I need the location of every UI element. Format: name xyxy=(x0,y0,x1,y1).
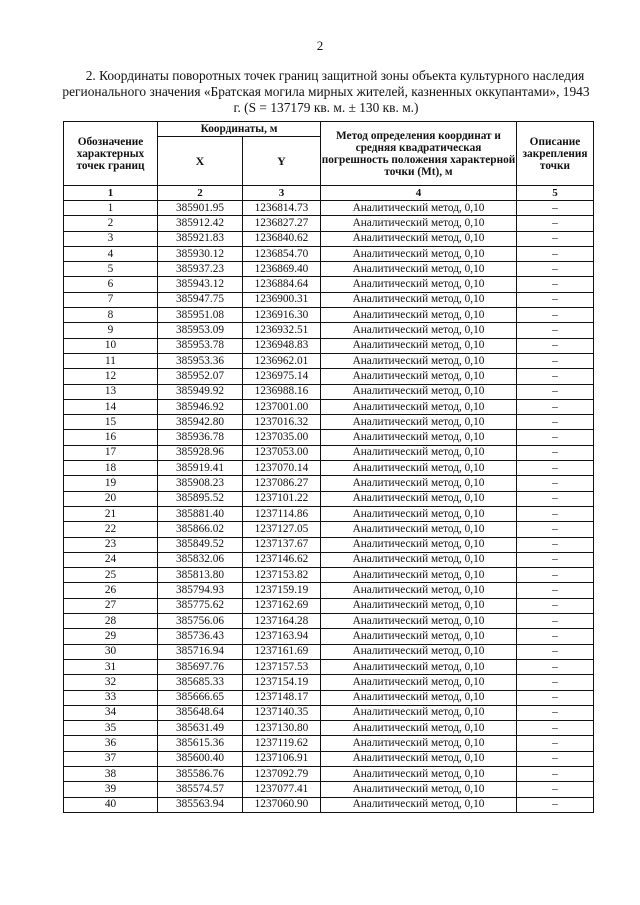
description-cell: – xyxy=(517,216,594,231)
x-coordinate-cell: 385901.95 xyxy=(158,201,243,216)
y-coordinate-cell: 1237035.00 xyxy=(243,430,321,445)
description-cell: – xyxy=(517,522,594,537)
table-row xyxy=(64,231,594,246)
column-number: 5 xyxy=(517,186,594,201)
method-cell: Аналитический метод, 0,10 xyxy=(321,277,517,292)
table-row xyxy=(64,751,594,766)
coordinates-table-container xyxy=(63,121,593,813)
point-id-cell: 21 xyxy=(64,506,158,521)
description-cell: – xyxy=(517,246,594,261)
table-header-row xyxy=(64,122,594,137)
table-row xyxy=(64,338,594,353)
table-row xyxy=(64,598,594,613)
table-row xyxy=(64,491,594,506)
method-cell: Аналитический метод, 0,10 xyxy=(321,583,517,598)
method-cell: Аналитический метод, 0,10 xyxy=(321,399,517,414)
table-row xyxy=(64,506,594,521)
description-cell: – xyxy=(517,721,594,736)
description-cell: – xyxy=(517,430,594,445)
point-id-cell: 31 xyxy=(64,659,158,674)
section-heading: 2. Координаты поворотных точек границ защитной зоны объекта культурного наследия регионального значения «Братская могила мирных жителей, казненных оккупантами», 1943 г. (S = 137179 кв. м. ± 130 кв. м.) xyxy=(62,68,590,115)
table-row xyxy=(64,369,594,384)
x-coordinate-cell: 385921.83 xyxy=(158,231,243,246)
description-cell: – xyxy=(517,537,594,552)
table-row xyxy=(64,644,594,659)
y-coordinate-cell: 1237086.27 xyxy=(243,476,321,491)
x-coordinate-cell: 385586.76 xyxy=(158,766,243,781)
y-coordinate-cell: 1236988.16 xyxy=(243,384,321,399)
point-id-cell: 6 xyxy=(64,277,158,292)
x-coordinate-cell: 385953.36 xyxy=(158,353,243,368)
column-number: 2 xyxy=(158,186,243,201)
x-coordinate-cell: 385849.52 xyxy=(158,537,243,552)
point-id-cell: 10 xyxy=(64,338,158,353)
description-cell: – xyxy=(517,476,594,491)
x-coordinate-cell: 385943.12 xyxy=(158,277,243,292)
method-cell: Аналитический метод, 0,10 xyxy=(321,705,517,720)
method-cell: Аналитический метод, 0,10 xyxy=(321,384,517,399)
x-coordinate-cell: 385866.02 xyxy=(158,522,243,537)
header-point: Обозначение характерных точек границ xyxy=(64,122,158,186)
method-cell: Аналитический метод, 0,10 xyxy=(321,659,517,674)
description-cell: – xyxy=(517,552,594,567)
point-id-cell: 30 xyxy=(64,644,158,659)
description-cell: – xyxy=(517,415,594,430)
y-coordinate-cell: 1237153.82 xyxy=(243,568,321,583)
method-cell: Аналитический метод, 0,10 xyxy=(321,216,517,231)
description-cell: – xyxy=(517,201,594,216)
x-coordinate-cell: 385697.76 xyxy=(158,659,243,674)
description-cell: – xyxy=(517,369,594,384)
description-cell: – xyxy=(517,491,594,506)
y-coordinate-cell: 1236900.31 xyxy=(243,292,321,307)
y-coordinate-cell: 1237053.00 xyxy=(243,445,321,460)
point-id-cell: 11 xyxy=(64,353,158,368)
table-row xyxy=(64,705,594,720)
method-cell: Аналитический метод, 0,10 xyxy=(321,797,517,812)
table-row xyxy=(64,736,594,751)
description-cell: – xyxy=(517,598,594,613)
point-id-cell: 39 xyxy=(64,782,158,797)
y-coordinate-cell: 1237161.69 xyxy=(243,644,321,659)
table-row xyxy=(64,308,594,323)
description-cell: – xyxy=(517,766,594,781)
point-id-cell: 4 xyxy=(64,246,158,261)
point-id-cell: 40 xyxy=(64,797,158,812)
y-coordinate-cell: 1237119.62 xyxy=(243,736,321,751)
x-coordinate-cell: 385648.64 xyxy=(158,705,243,720)
point-id-cell: 36 xyxy=(64,736,158,751)
y-coordinate-cell: 1237148.17 xyxy=(243,690,321,705)
table-row xyxy=(64,568,594,583)
table-row xyxy=(64,461,594,476)
y-coordinate-cell: 1236916.30 xyxy=(243,308,321,323)
description-cell: – xyxy=(517,614,594,629)
x-coordinate-cell: 385952.07 xyxy=(158,369,243,384)
point-id-cell: 17 xyxy=(64,445,158,460)
method-cell: Аналитический метод, 0,10 xyxy=(321,445,517,460)
y-coordinate-cell: 1236827.27 xyxy=(243,216,321,231)
column-number-row xyxy=(64,186,594,201)
point-id-cell: 1 xyxy=(64,201,158,216)
description-cell: – xyxy=(517,751,594,766)
point-id-cell: 23 xyxy=(64,537,158,552)
table-row xyxy=(64,537,594,552)
point-id-cell: 38 xyxy=(64,766,158,781)
table-row xyxy=(64,690,594,705)
x-coordinate-cell: 385685.33 xyxy=(158,675,243,690)
y-coordinate-cell: 1236932.51 xyxy=(243,323,321,338)
table-row xyxy=(64,583,594,598)
y-coordinate-cell: 1237001.00 xyxy=(243,399,321,414)
description-cell: – xyxy=(517,262,594,277)
coordinates-table xyxy=(63,121,594,813)
point-id-cell: 27 xyxy=(64,598,158,613)
x-coordinate-cell: 385937.23 xyxy=(158,262,243,277)
x-coordinate-cell: 385881.40 xyxy=(158,506,243,521)
x-coordinate-cell: 385919.41 xyxy=(158,461,243,476)
table-row xyxy=(64,782,594,797)
y-coordinate-cell: 1237106.91 xyxy=(243,751,321,766)
method-cell: Аналитический метод, 0,10 xyxy=(321,614,517,629)
y-coordinate-cell: 1237163.94 xyxy=(243,629,321,644)
table-row xyxy=(64,277,594,292)
y-coordinate-cell: 1237164.28 xyxy=(243,614,321,629)
description-cell: – xyxy=(517,568,594,583)
point-id-cell: 15 xyxy=(64,415,158,430)
point-id-cell: 19 xyxy=(64,476,158,491)
point-id-cell: 22 xyxy=(64,522,158,537)
table-row xyxy=(64,675,594,690)
description-cell: – xyxy=(517,583,594,598)
column-number: 1 xyxy=(64,186,158,201)
point-id-cell: 14 xyxy=(64,399,158,414)
point-id-cell: 28 xyxy=(64,614,158,629)
x-coordinate-cell: 385600.40 xyxy=(158,751,243,766)
x-coordinate-cell: 385942.80 xyxy=(158,415,243,430)
table-row xyxy=(64,522,594,537)
method-cell: Аналитический метод, 0,10 xyxy=(321,308,517,323)
x-coordinate-cell: 385615.36 xyxy=(158,736,243,751)
y-coordinate-cell: 1237130.80 xyxy=(243,721,321,736)
method-cell: Аналитический метод, 0,10 xyxy=(321,201,517,216)
point-id-cell: 2 xyxy=(64,216,158,231)
method-cell: Аналитический метод, 0,10 xyxy=(321,262,517,277)
method-cell: Аналитический метод, 0,10 xyxy=(321,766,517,781)
description-cell: – xyxy=(517,308,594,323)
x-coordinate-cell: 385949.92 xyxy=(158,384,243,399)
description-cell: – xyxy=(517,323,594,338)
x-coordinate-cell: 385912.42 xyxy=(158,216,243,231)
method-cell: Аналитический метод, 0,10 xyxy=(321,476,517,491)
x-coordinate-cell: 385563.94 xyxy=(158,797,243,812)
y-coordinate-cell: 1237137.67 xyxy=(243,537,321,552)
y-coordinate-cell: 1236854.70 xyxy=(243,246,321,261)
description-cell: – xyxy=(517,338,594,353)
method-cell: Аналитический метод, 0,10 xyxy=(321,721,517,736)
y-coordinate-cell: 1237092.79 xyxy=(243,766,321,781)
description-cell: – xyxy=(517,644,594,659)
y-coordinate-cell: 1237140.35 xyxy=(243,705,321,720)
y-coordinate-cell: 1236869.40 xyxy=(243,262,321,277)
description-cell: – xyxy=(517,782,594,797)
table-row xyxy=(64,415,594,430)
point-id-cell: 7 xyxy=(64,292,158,307)
y-coordinate-cell: 1236948.83 xyxy=(243,338,321,353)
x-coordinate-cell: 385953.09 xyxy=(158,323,243,338)
x-coordinate-cell: 385908.23 xyxy=(158,476,243,491)
x-coordinate-cell: 385756.06 xyxy=(158,614,243,629)
x-coordinate-cell: 385930.12 xyxy=(158,246,243,261)
page-number: 2 xyxy=(316,38,324,53)
header-method: Метод определения координат и средняя квадратическая погрешность положения характерной точки (Mt), м xyxy=(321,122,517,186)
column-number: 4 xyxy=(321,186,517,201)
method-cell: Аналитический метод, 0,10 xyxy=(321,629,517,644)
table-row xyxy=(64,292,594,307)
x-coordinate-cell: 385736.43 xyxy=(158,629,243,644)
table-row xyxy=(64,246,594,261)
x-coordinate-cell: 385951.08 xyxy=(158,308,243,323)
y-coordinate-cell: 1237070.14 xyxy=(243,461,321,476)
y-coordinate-cell: 1237162.69 xyxy=(243,598,321,613)
table-row xyxy=(64,552,594,567)
x-coordinate-cell: 385928.96 xyxy=(158,445,243,460)
point-id-cell: 16 xyxy=(64,430,158,445)
y-coordinate-cell: 1237060.90 xyxy=(243,797,321,812)
header-x: X xyxy=(158,137,243,186)
table-row xyxy=(64,201,594,216)
x-coordinate-cell: 385895.52 xyxy=(158,491,243,506)
method-cell: Аналитический метод, 0,10 xyxy=(321,537,517,552)
point-id-cell: 3 xyxy=(64,231,158,246)
y-coordinate-cell: 1237157.53 xyxy=(243,659,321,674)
y-coordinate-cell: 1236840.62 xyxy=(243,231,321,246)
point-id-cell: 12 xyxy=(64,369,158,384)
table-row xyxy=(64,614,594,629)
description-cell: – xyxy=(517,506,594,521)
description-cell: – xyxy=(517,277,594,292)
method-cell: Аналитический метод, 0,10 xyxy=(321,246,517,261)
table-body xyxy=(64,201,594,813)
method-cell: Аналитический метод, 0,10 xyxy=(321,644,517,659)
description-cell: – xyxy=(517,461,594,476)
table-row xyxy=(64,262,594,277)
method-cell: Аналитический метод, 0,10 xyxy=(321,415,517,430)
point-id-cell: 18 xyxy=(64,461,158,476)
header-description: Описание закрепления точки xyxy=(517,122,594,186)
description-cell: – xyxy=(517,292,594,307)
x-coordinate-cell: 385574.57 xyxy=(158,782,243,797)
point-id-cell: 5 xyxy=(64,262,158,277)
x-coordinate-cell: 385832.06 xyxy=(158,552,243,567)
description-cell: – xyxy=(517,797,594,812)
description-cell: – xyxy=(517,736,594,751)
table-row xyxy=(64,629,594,644)
table-row xyxy=(64,476,594,491)
description-cell: – xyxy=(517,675,594,690)
x-coordinate-cell: 385716.94 xyxy=(158,644,243,659)
point-id-cell: 13 xyxy=(64,384,158,399)
description-cell: – xyxy=(517,659,594,674)
x-coordinate-cell: 385813.80 xyxy=(158,568,243,583)
point-id-cell: 32 xyxy=(64,675,158,690)
table-row xyxy=(64,659,594,674)
table-row xyxy=(64,323,594,338)
y-coordinate-cell: 1237127.05 xyxy=(243,522,321,537)
y-coordinate-cell: 1237154.19 xyxy=(243,675,321,690)
point-id-cell: 9 xyxy=(64,323,158,338)
point-id-cell: 33 xyxy=(64,690,158,705)
description-cell: – xyxy=(517,690,594,705)
table-row xyxy=(64,721,594,736)
table-row xyxy=(64,430,594,445)
method-cell: Аналитический метод, 0,10 xyxy=(321,675,517,690)
point-id-cell: 37 xyxy=(64,751,158,766)
y-coordinate-cell: 1237114.86 xyxy=(243,506,321,521)
table-row xyxy=(64,353,594,368)
method-cell: Аналитический метод, 0,10 xyxy=(321,461,517,476)
y-coordinate-cell: 1237077.41 xyxy=(243,782,321,797)
table-row xyxy=(64,766,594,781)
method-cell: Аналитический метод, 0,10 xyxy=(321,782,517,797)
y-coordinate-cell: 1237101.22 xyxy=(243,491,321,506)
description-cell: – xyxy=(517,231,594,246)
point-id-cell: 35 xyxy=(64,721,158,736)
method-cell: Аналитический метод, 0,10 xyxy=(321,598,517,613)
method-cell: Аналитический метод, 0,10 xyxy=(321,338,517,353)
method-cell: Аналитический метод, 0,10 xyxy=(321,751,517,766)
point-id-cell: 24 xyxy=(64,552,158,567)
header-y: Y xyxy=(243,137,321,186)
column-number: 3 xyxy=(243,186,321,201)
method-cell: Аналитический метод, 0,10 xyxy=(321,369,517,384)
header-coordinates: Координаты, м xyxy=(158,122,321,137)
x-coordinate-cell: 385946.92 xyxy=(158,399,243,414)
point-id-cell: 25 xyxy=(64,568,158,583)
point-id-cell: 34 xyxy=(64,705,158,720)
y-coordinate-cell: 1237146.62 xyxy=(243,552,321,567)
point-id-cell: 20 xyxy=(64,491,158,506)
description-cell: – xyxy=(517,399,594,414)
description-cell: – xyxy=(517,384,594,399)
description-cell: – xyxy=(517,353,594,368)
x-coordinate-cell: 385794.93 xyxy=(158,583,243,598)
y-coordinate-cell: 1237159.19 xyxy=(243,583,321,598)
table-row xyxy=(64,384,594,399)
method-cell: Аналитический метод, 0,10 xyxy=(321,736,517,751)
method-cell: Аналитический метод, 0,10 xyxy=(321,552,517,567)
method-cell: Аналитический метод, 0,10 xyxy=(321,491,517,506)
description-cell: – xyxy=(517,705,594,720)
method-cell: Аналитический метод, 0,10 xyxy=(321,323,517,338)
method-cell: Аналитический метод, 0,10 xyxy=(321,292,517,307)
description-cell: – xyxy=(517,445,594,460)
method-cell: Аналитический метод, 0,10 xyxy=(321,506,517,521)
y-coordinate-cell: 1237016.32 xyxy=(243,415,321,430)
y-coordinate-cell: 1236962.01 xyxy=(243,353,321,368)
x-coordinate-cell: 385953.78 xyxy=(158,338,243,353)
table-row xyxy=(64,797,594,812)
x-coordinate-cell: 385631.49 xyxy=(158,721,243,736)
method-cell: Аналитический метод, 0,10 xyxy=(321,690,517,705)
x-coordinate-cell: 385936.78 xyxy=(158,430,243,445)
point-id-cell: 29 xyxy=(64,629,158,644)
method-cell: Аналитический метод, 0,10 xyxy=(321,568,517,583)
table-row xyxy=(64,399,594,414)
y-coordinate-cell: 1236975.14 xyxy=(243,369,321,384)
table-row xyxy=(64,445,594,460)
method-cell: Аналитический метод, 0,10 xyxy=(321,353,517,368)
x-coordinate-cell: 385775.62 xyxy=(158,598,243,613)
y-coordinate-cell: 1236884.64 xyxy=(243,277,321,292)
point-id-cell: 26 xyxy=(64,583,158,598)
table-row xyxy=(64,216,594,231)
description-cell: – xyxy=(517,629,594,644)
point-id-cell: 8 xyxy=(64,308,158,323)
method-cell: Аналитический метод, 0,10 xyxy=(321,522,517,537)
method-cell: Аналитический метод, 0,10 xyxy=(321,430,517,445)
method-cell: Аналитический метод, 0,10 xyxy=(321,231,517,246)
y-coordinate-cell: 1236814.73 xyxy=(243,201,321,216)
x-coordinate-cell: 385666.65 xyxy=(158,690,243,705)
x-coordinate-cell: 385947.75 xyxy=(158,292,243,307)
